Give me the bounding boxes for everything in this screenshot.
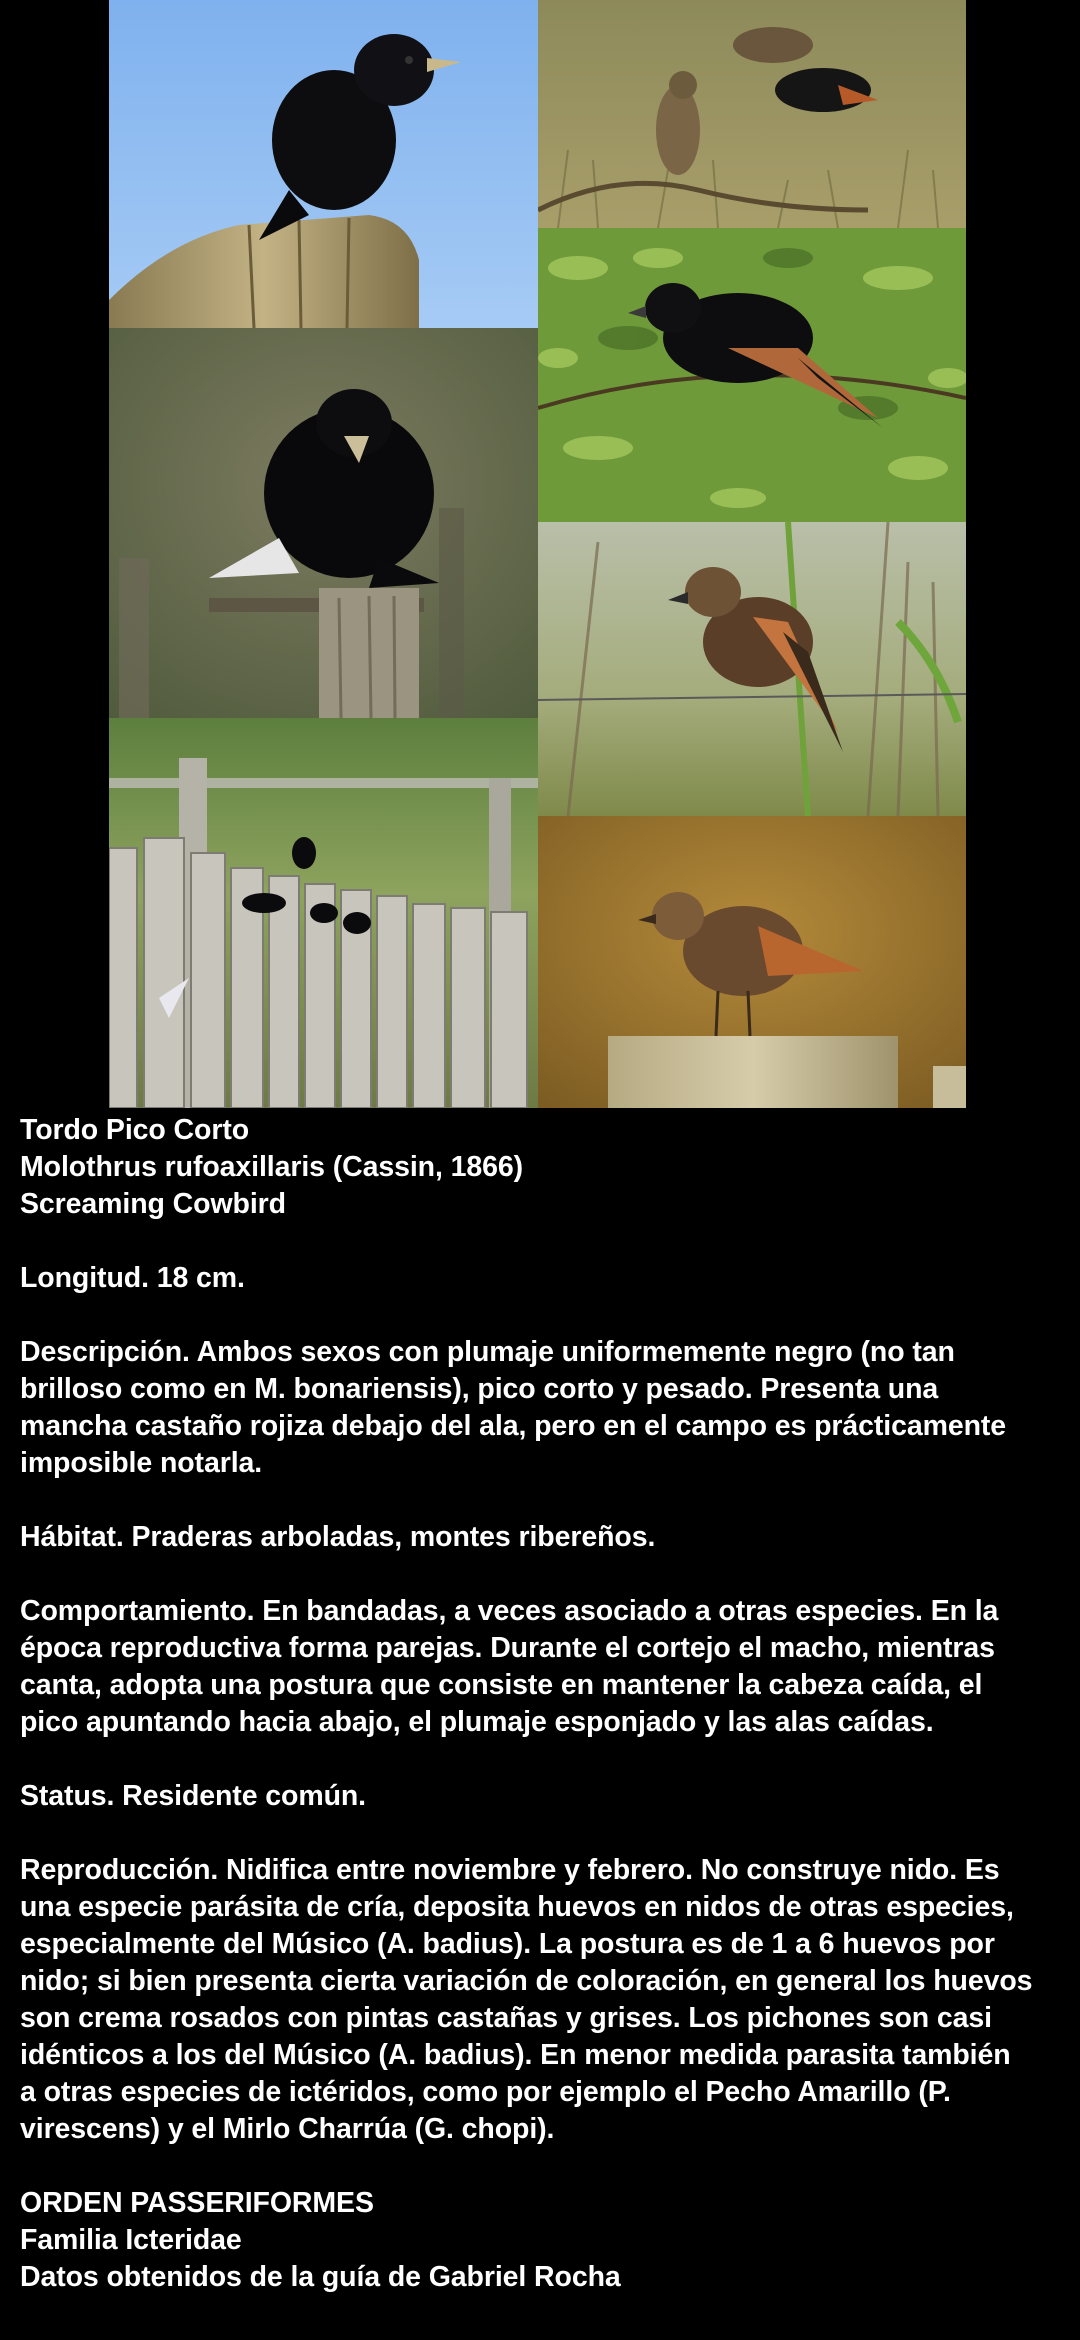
- reproduction-line: nido; si bien presenta cierta variación de coloración, en general los huevos: [20, 1965, 1033, 1997]
- reproduction-line: Reproducción. Nidifica entre noviembre y febrero. No construye nido. Es: [20, 1854, 1000, 1886]
- reproduction-line: a otras especies de ictéridos, como por ejemplo el Pecho Amarillo (P.: [20, 2076, 951, 2108]
- description-paragraph: [20, 1334, 1065, 1482]
- behavior-line: época reproductiva forma parejas. Durante el cortejo el macho, mientras: [20, 1632, 995, 1664]
- taxonomy-paragraph: [20, 2185, 1065, 2296]
- photo-collage: [109, 0, 966, 1108]
- photo-bird-on-post-sky[interactable]: [109, 0, 538, 328]
- reproduction-line: son crema rosados con pintas castañas y grises. Los pichones son casi: [20, 2002, 992, 2034]
- reproduction-paragraph: [20, 1852, 1065, 2148]
- behavior-line: Comportamiento. En bandadas, a veces asociado a otras especies. En la: [20, 1595, 999, 1627]
- length-paragraph: [20, 1260, 1065, 1297]
- description-line: brilloso como en M. bonariensis), pico corto y pesado. Presenta una: [20, 1373, 939, 1405]
- photo-image: [538, 0, 966, 228]
- description-line: imposible notarla.: [20, 1447, 263, 1479]
- common-name-en: Screaming Cowbird: [20, 1188, 286, 1220]
- reproduction-line: virescens) y el Mirlo Charrúa (G. chopi).: [20, 2113, 555, 2145]
- photo-image: [109, 328, 538, 718]
- reproduction-line: idénticos a los del Músico (A. badius). En menor medida parasita también: [20, 2039, 1011, 2071]
- source-text: Datos obtenidos de la guía de Gabriel Rocha: [20, 2261, 621, 2293]
- photo-image: [109, 0, 538, 328]
- order-text: ORDEN PASSERIFORMES: [20, 2187, 374, 2219]
- photo-bird-on-stump[interactable]: [538, 816, 966, 1108]
- photo-image: [538, 522, 966, 816]
- reproduction-line: especialmente del Músico (A. badius). La postura es de 1 a 6 huevos por: [20, 1928, 995, 1960]
- behavior-paragraph: [20, 1593, 1065, 1741]
- common-name-es: Tordo Pico Corto: [20, 1114, 250, 1146]
- family-text: Familia Icteridae: [20, 2224, 242, 2256]
- description-line: mancha castaño rojiza debajo del ala, pero en el campo es prácticamente: [20, 1410, 1007, 1442]
- photo-birds-on-wooden-fence[interactable]: [109, 718, 538, 1108]
- reproduction-line: una especie parásita de cría, deposita huevos en nidos de otras especies,: [20, 1891, 1014, 1923]
- photo-bird-on-wire[interactable]: [538, 522, 966, 816]
- scientific-name: Molothrus rufoaxillaris (Cassin, 1866): [20, 1151, 524, 1183]
- status-paragraph: [20, 1778, 1065, 1815]
- photo-image: [538, 228, 966, 522]
- behavior-line: pico apuntando hacia abajo, el plumaje esponjado y las alas caídas.: [20, 1706, 934, 1738]
- habitat-text: Hábitat. Praderas arboladas, montes ribereños.: [20, 1521, 656, 1553]
- photo-bird-in-foliage[interactable]: [538, 228, 966, 522]
- behavior-line: canta, adopta una postura que consiste en mantener la cabeza caída, el: [20, 1669, 983, 1701]
- photo-image: [538, 816, 966, 1108]
- photo-birds-in-grass[interactable]: [538, 0, 966, 228]
- habitat-paragraph: [20, 1519, 1065, 1556]
- species-names: [20, 1112, 1065, 1223]
- status-text: Status. Residente común.: [20, 1780, 367, 1812]
- photo-bird-on-fence-post[interactable]: [109, 328, 538, 718]
- photo-image: [109, 718, 538, 1108]
- description-line: Descripción. Ambos sexos con plumaje uniformemente negro (no tan: [20, 1336, 955, 1368]
- length-text: Longitud. 18 cm.: [20, 1262, 245, 1294]
- species-description: [20, 1112, 1065, 2296]
